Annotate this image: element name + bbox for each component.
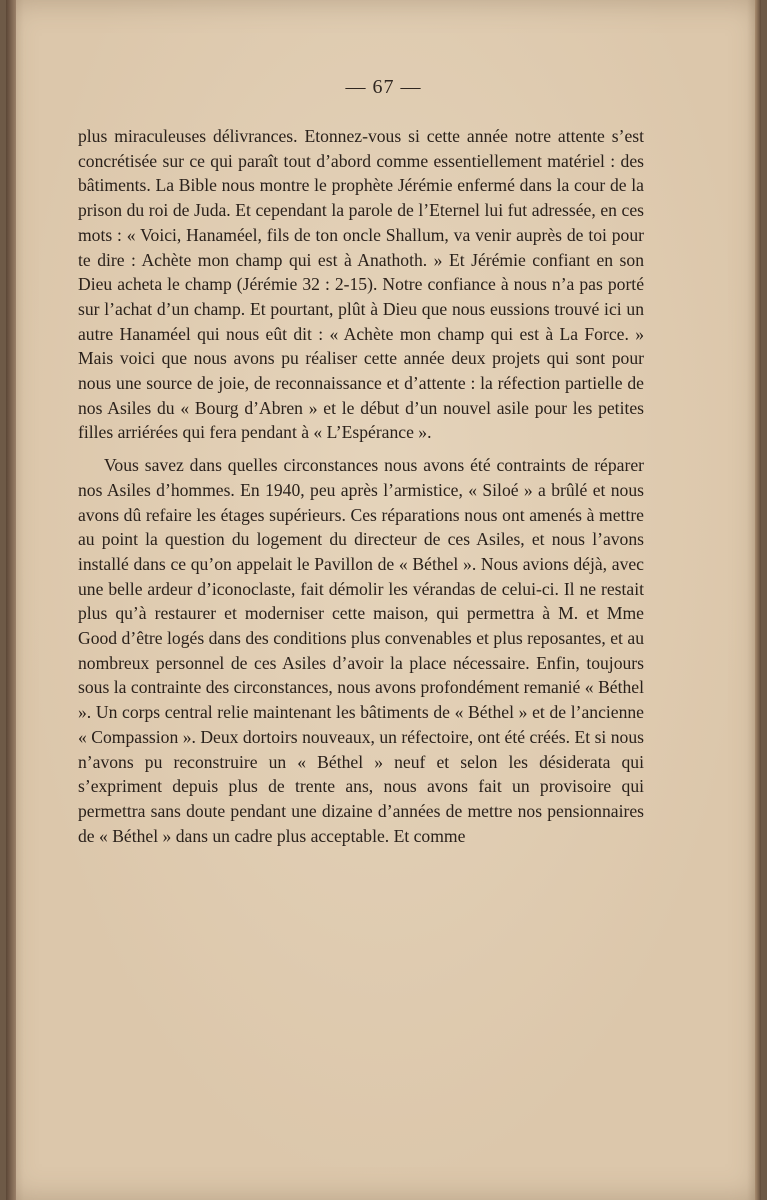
paragraph-1: plus miraculeuses délivrances. Etonnez-vous si cette année notre attente s’est concrétisée sur ce qui paraît tout d’abord comme essentiellement matériel : des bâtiments. La Bible nous montre le prophète Jérémie enfermé dans la cour de la prison du roi de Juda. Et cependant la parole de l’Eternel lui fut adressée, en ces mots : « Voici, Hanaméel, fils de ton oncle Shallum, va venir auprès de toi pour te dire : Achète mon champ qui est à Anathoth. » Et Jérémie confiant en son Dieu acheta le champ (Jérémie 32 : 2-15). Notre confiance à nous n’a pas porté sur l’achat d’un champ. Et pourtant, plût à Dieu que nous eussions trouvé ici un autre Hanaméel qui nous eût dit : « Achète mon champ qui est à La Force. » Mais voici que nous avons pu réaliser cette année deux projets qui sont pour nous une source de joie, de reconnaissance et d’attente : la réfection partielle de nos Asiles du « Bourg d’Abren » et le début d’un nouvel asile pour les petites filles arriérées qui fera pendant à « L’Espérance ». [78,126,644,443]
book-spine-edge [6,0,16,1200]
page-right-edge [755,0,761,1200]
paragraph-2: Vous savez dans quelles circonstances nous avons été contraints de réparer nos Asiles d’hommes. En 1940, peu après l’armistice, « Siloé » a brûlé et nous avons dû refaire les étages supérieurs. Ces réparations nous ont amenés à mettre au point la question du logement du directeur de ces Asiles, et nous l’avons installé dans ce qu’on appelait le Pavillon de « Béthel ». Nous avions déjà, avec une belle ardeur d’iconoclaste, fait démolir les vérandas de celui-ci. Il ne restait plus qu’à restaurer et moderniser cette maison, qui permettra à M. et Mme Good d’être logés dans des conditions plus convenables et plus reposantes, et au nombreux personnel de ces Asiles d’avoir la place nécessaire. Enfin, toujours sous la contrainte des circonstances, nous avons profondément remanié « Béthel ». Un corps central relie maintenant les bâtiments de « Béthel » et de l’ancienne « Compassion ». Deux dortoirs nouveaux, un réfectoire, ont été créés. Et si nous n’avons pu reconstruire un « Béthel » neuf et selon les désiderata qui s’expriment depuis plus de trente ans, nous avons fait un provisoire qui permettra sans doute pendant une dizaine d’années de mettre nos pensionnaires de « Béthel » dans un cadre plus acceptable. Et comme [78,455,644,846]
body-text [78,124,644,848]
page-number: — 67 — [345,76,422,98]
